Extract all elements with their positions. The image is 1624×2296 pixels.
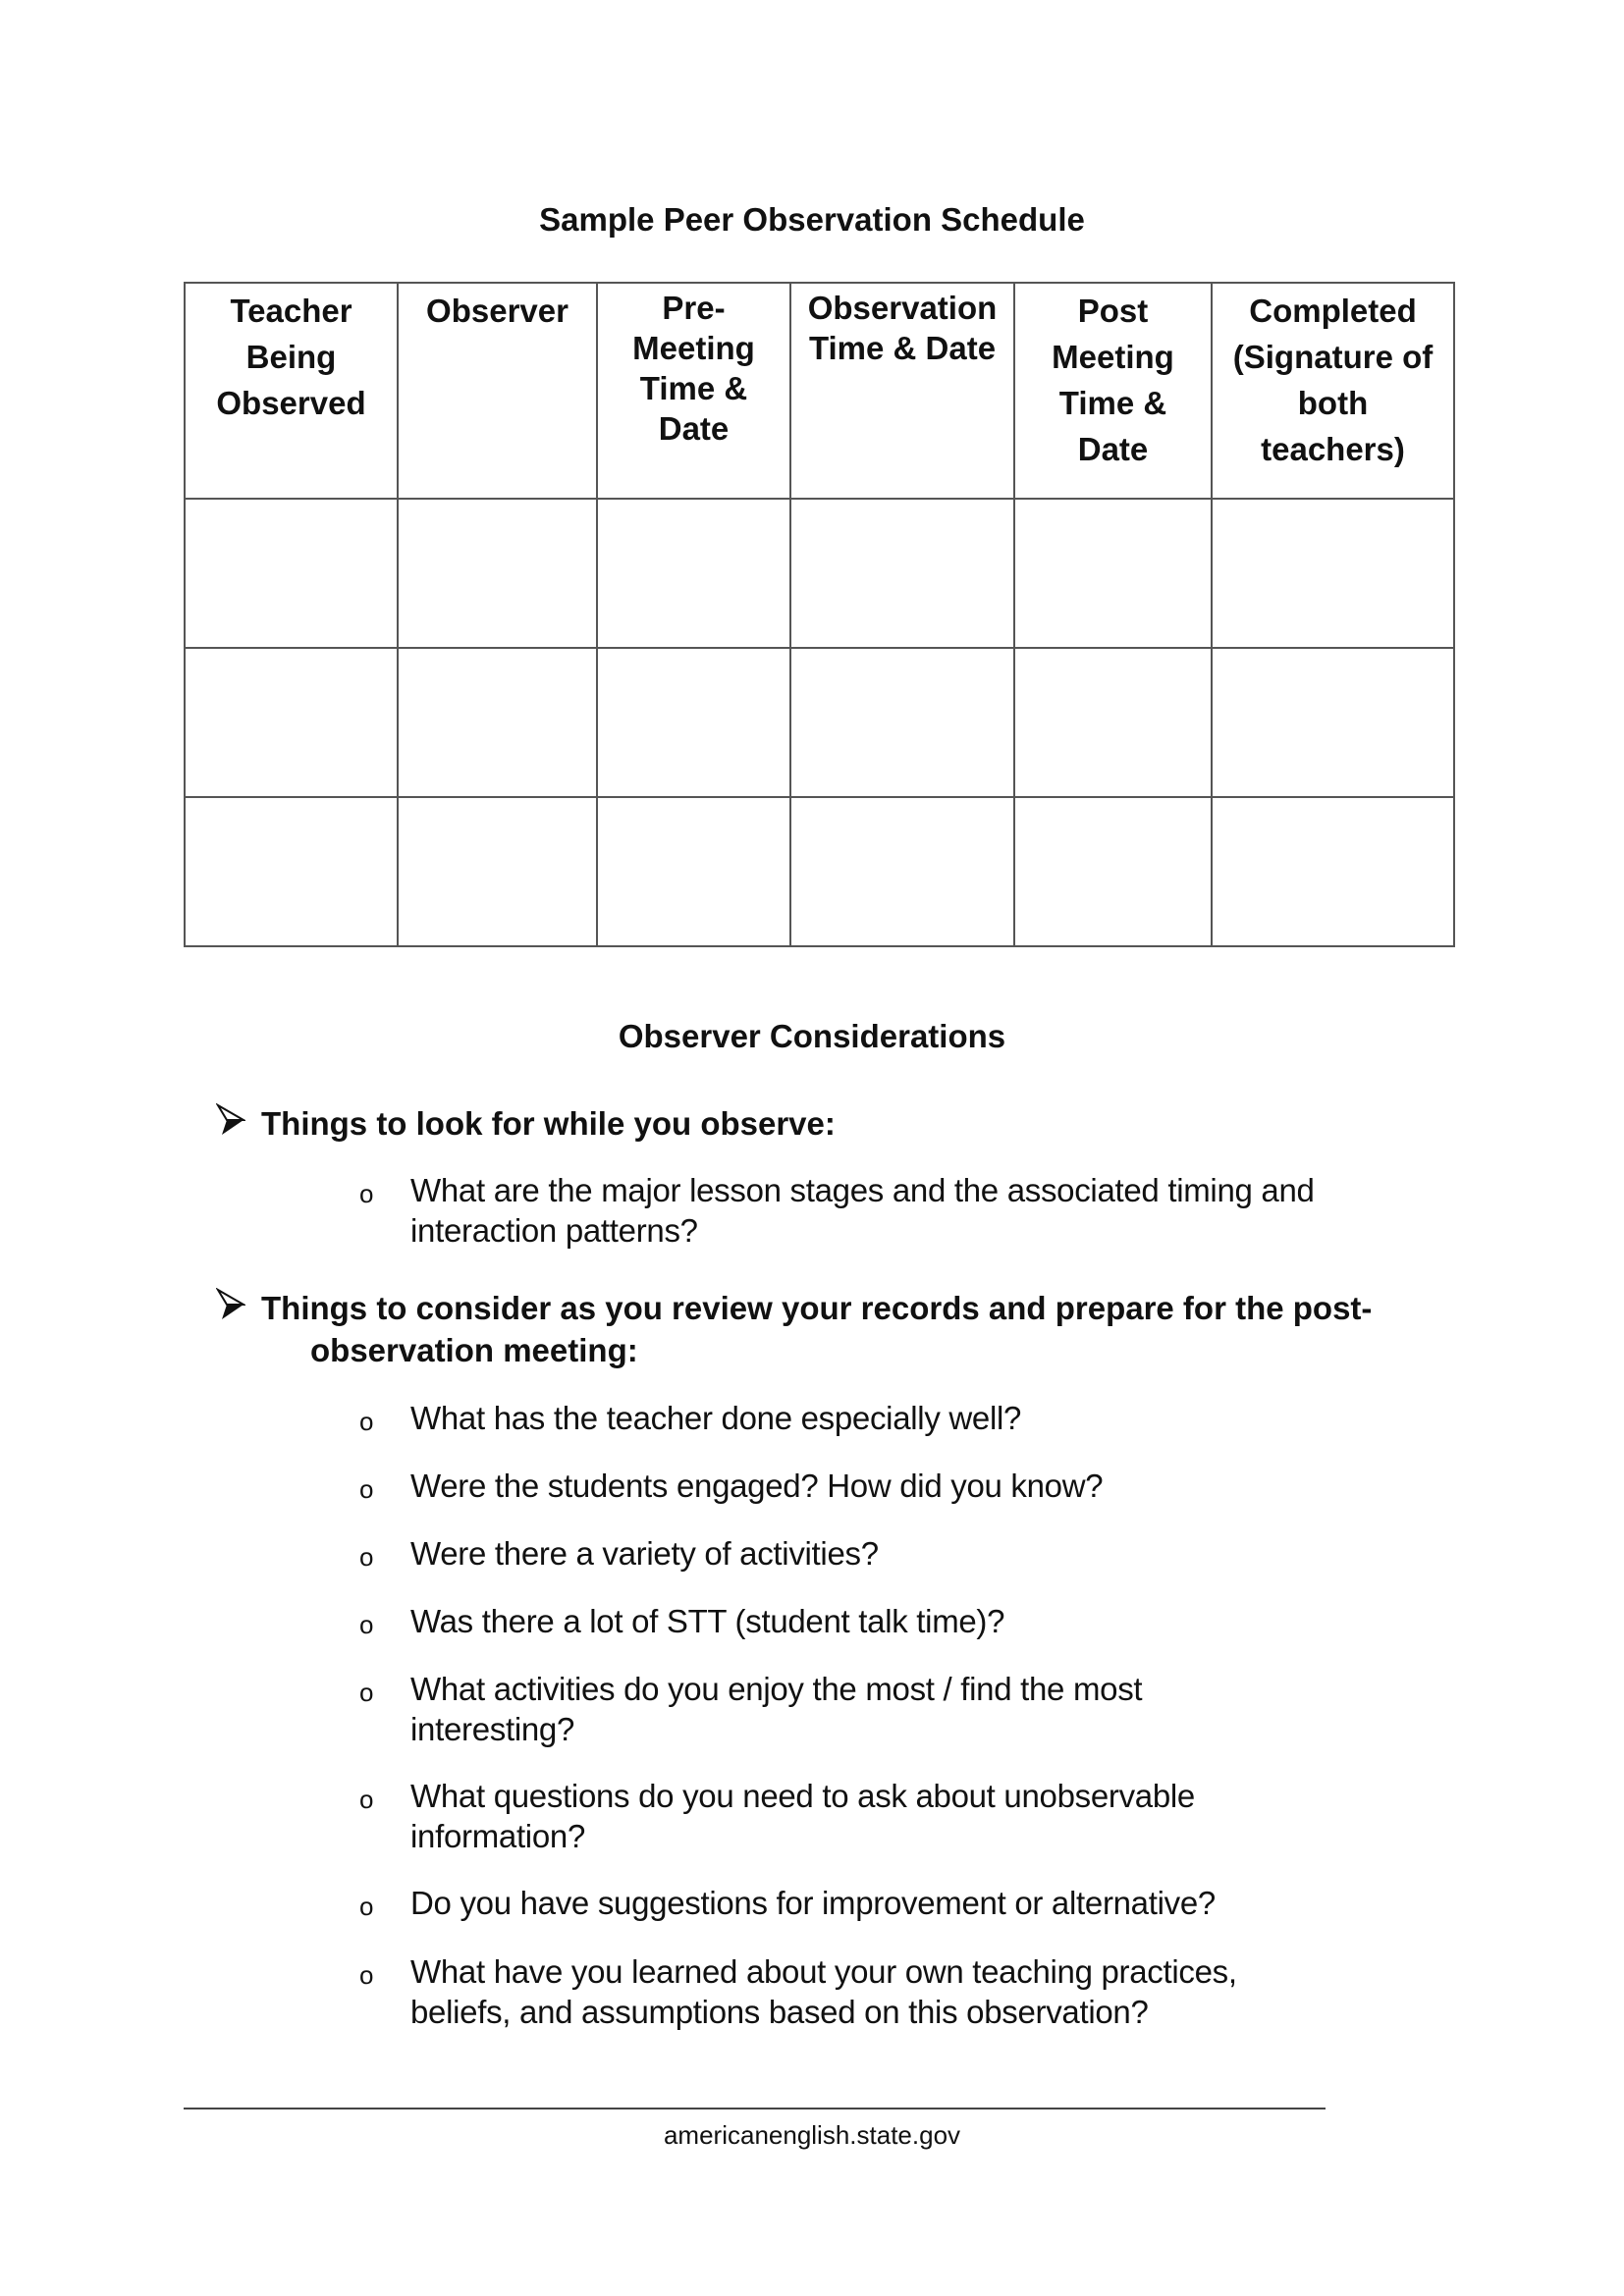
section-heading-look-for: Things to look for while you observe:	[216, 1103, 836, 1146]
document-title: Sample Peer Observation Schedule	[539, 201, 1085, 238]
list-item: o What questions do you need to ask about unobservable information?	[359, 1778, 1195, 1854]
table-row	[185, 499, 1454, 648]
observation-schedule-table	[184, 282, 1455, 947]
circle-bullet-icon: o	[359, 1407, 374, 1436]
circle-bullet-icon: o	[359, 1542, 374, 1572]
considerations-title: Observer Considerations	[618, 1018, 1006, 1054]
table-cell[interactable]	[1212, 797, 1454, 946]
table-cell[interactable]	[185, 648, 398, 797]
circle-bullet-icon: o	[359, 1785, 374, 1814]
table-cell[interactable]	[185, 499, 398, 648]
section-heading-consider: Things to consider as you review your records and prepare for the post- observation meeting:	[216, 1288, 1372, 1370]
list-item: o What have you learned about your own teaching practices, beliefs, and assumptions based on this observation?	[359, 1953, 1237, 2030]
column-header-observation-time-date: Observation Time & Date	[790, 283, 1014, 499]
arrow-bullet-icon	[216, 1288, 261, 1330]
table-cell[interactable]	[790, 499, 1014, 648]
circle-bullet-icon: o	[359, 1179, 374, 1208]
list-item: o Do you have suggestions for improvement or alternative?	[359, 1883, 1459, 1923]
column-header-pre-meeting: Pre- Meeting Time & Date	[597, 283, 790, 499]
column-header-observer: Observer	[398, 283, 597, 499]
column-header-completed-signature: Completed (Signature of both teachers)	[1212, 283, 1454, 499]
column-header-teacher-being-observed: Teacher Being Observed	[185, 283, 398, 499]
list-item: o What are the major lesson stages and the associated timing and interaction patterns?	[359, 1172, 1315, 1249]
table-cell[interactable]	[398, 499, 597, 648]
table-cell[interactable]	[398, 648, 597, 797]
circle-bullet-icon: o	[359, 1960, 374, 1990]
table-cell[interactable]	[597, 499, 790, 648]
table-cell[interactable]	[185, 797, 398, 946]
table-header-row	[185, 283, 1454, 499]
column-header-post-meeting: Post Meeting Time & Date	[1014, 283, 1212, 499]
list-item: o What has the teacher done especially well?	[359, 1398, 1459, 1438]
circle-bullet-icon: o	[359, 1892, 374, 1921]
table-cell[interactable]	[790, 648, 1014, 797]
circle-bullet-icon: o	[359, 1610, 374, 1639]
circle-bullet-icon: o	[359, 1678, 374, 1707]
circle-bullet-icon: o	[359, 1474, 374, 1504]
table-cell[interactable]	[597, 797, 790, 946]
table-row	[185, 648, 1454, 797]
table-cell[interactable]	[1014, 797, 1212, 946]
footer-url: americanenglish.state.gov	[663, 2120, 961, 2150]
list-item: o Were the students engaged? How did you know?	[359, 1466, 1459, 1506]
arrow-bullet-icon	[216, 1103, 261, 1146]
table-cell[interactable]	[1014, 648, 1212, 797]
table-cell[interactable]	[790, 797, 1014, 946]
table-row	[185, 797, 1454, 946]
table-cell[interactable]	[1014, 499, 1212, 648]
table-cell[interactable]	[398, 797, 597, 946]
footer-divider	[184, 2108, 1326, 2109]
list-item: o Were there a variety of activities?	[359, 1533, 1459, 1574]
list-item: o Was there a lot of STT (student talk time)?	[359, 1601, 1459, 1641]
table-cell[interactable]	[1212, 648, 1454, 797]
table-cell[interactable]	[597, 648, 790, 797]
table-cell[interactable]	[1212, 499, 1454, 648]
list-item: o What activities do you enjoy the most / find the most interesting?	[359, 1671, 1143, 1747]
